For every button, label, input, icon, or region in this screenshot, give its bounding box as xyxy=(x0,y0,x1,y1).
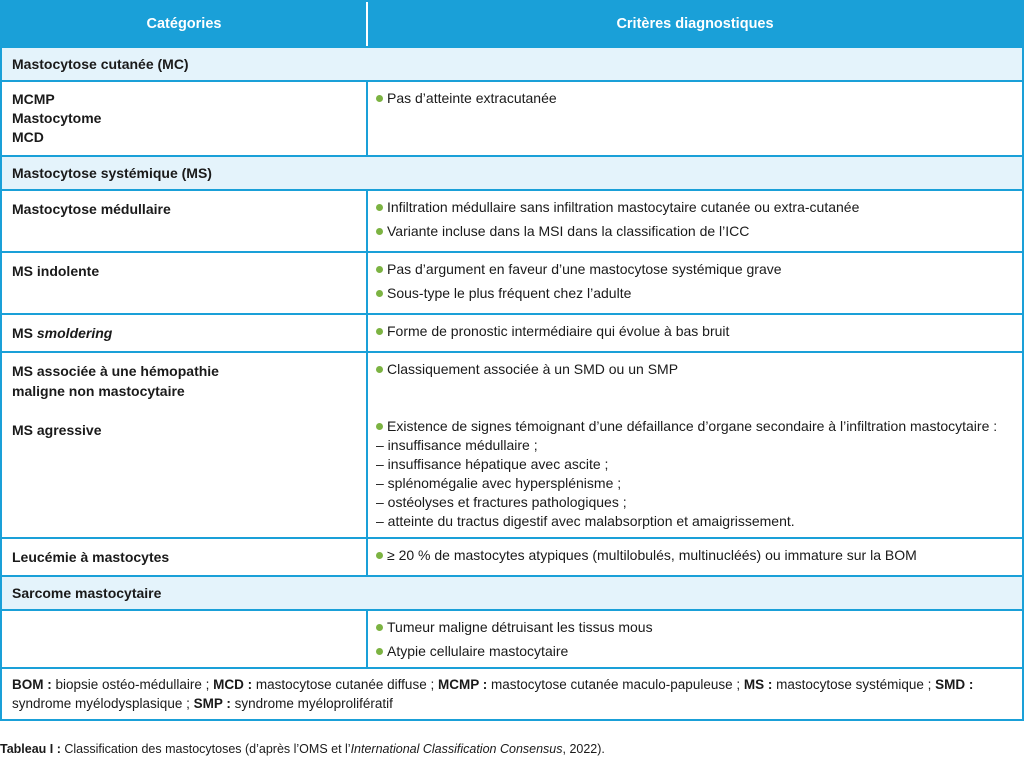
criterion-item: Variante incluse dans la MSI dans la classification de l’ICC xyxy=(376,221,1014,241)
category-mcd: MCD xyxy=(12,129,44,145)
bullet-icon xyxy=(376,552,383,559)
category-agressive: MS agressive xyxy=(12,422,102,438)
criterion-item: Forme de pronostic intermédiaire qui évolue à bas bruit xyxy=(376,321,1014,341)
bullet-icon xyxy=(376,266,383,273)
table-header xyxy=(2,2,1022,46)
subitem: – atteinte du tractus digestif avec malabsorption et amaigrissement. xyxy=(376,513,795,529)
header-categories: Catégories xyxy=(2,2,368,46)
bullet-icon xyxy=(376,328,383,335)
table-row xyxy=(2,351,1022,537)
subitem: – insuffisance hépatique avec ascite ; xyxy=(376,456,609,472)
bullet-icon xyxy=(376,423,383,430)
subitem: – ostéolyses et fractures pathologiques ; xyxy=(376,494,627,510)
bullet-icon xyxy=(376,290,383,297)
bullet-icon xyxy=(376,624,383,631)
bullet-icon xyxy=(376,366,383,373)
table-row xyxy=(2,80,1022,155)
section-mc: Mastocytose cutanée (MC) xyxy=(2,46,1022,80)
row-criteria xyxy=(368,315,1022,351)
criterion-item: Pas d’argument en faveur d’une mastocytose systémique grave xyxy=(376,259,1014,279)
row-criteria xyxy=(368,611,1022,667)
row-category xyxy=(2,353,368,537)
table-row xyxy=(2,251,1022,313)
criterion-item: Infiltration médullaire sans infiltration mastocytaire cutanée ou extra-cutanée xyxy=(376,197,1014,217)
bullet-icon xyxy=(376,648,383,655)
table-row xyxy=(2,537,1022,575)
criterion-item: Atypie cellulaire mastocytaire xyxy=(376,641,1014,661)
criterion-item: Tumeur maligne détruisant les tissus mous xyxy=(376,617,1014,637)
category-leucemie: Leucémie à mastocytes xyxy=(2,539,368,575)
row-criteria xyxy=(368,191,1022,251)
bullet-icon xyxy=(376,204,383,211)
bullet-icon xyxy=(376,228,383,235)
subitem: – splénomégalie avec hypersplénisme ; xyxy=(376,475,622,491)
row-criteria xyxy=(368,82,1022,155)
row-criteria xyxy=(368,253,1022,313)
table-caption: Tableau I : Classification des mastocytoses (d’après l’OMS et l’International Classification Consensus, 2022). xyxy=(0,742,605,756)
table-row xyxy=(2,609,1022,667)
section-ms: Mastocytose systémique (MS) xyxy=(2,155,1022,189)
category-smoldering: MS smoldering xyxy=(2,315,368,351)
category-mastocytome: Mastocytome xyxy=(12,110,102,126)
criterion-item: Sous-type le plus fréquent chez l’adulte xyxy=(376,283,1014,303)
bullet-icon xyxy=(376,95,383,102)
row-category-empty xyxy=(2,611,368,667)
category-medullaire: Mastocytose médullaire xyxy=(2,191,368,251)
criterion-item: Classiquement associée à un SMD ou un SMP xyxy=(376,359,1014,379)
criterion-item: ≥ 20 % de mastocytes atypiques (multilobulés, multinucléés) ou immature sur la BOM xyxy=(376,545,1014,565)
category-mcmp: MCMP xyxy=(12,91,55,107)
row-criteria xyxy=(368,539,1022,575)
row-category xyxy=(2,82,368,155)
table-row xyxy=(2,189,1022,251)
table-row xyxy=(2,313,1022,351)
header-criteria: Critères diagnostiques xyxy=(616,16,774,32)
criterion-item: Pas d’atteinte extracutanée xyxy=(376,88,1014,108)
subitem: – insuffisance médullaire ; xyxy=(376,437,538,453)
category-hemopathie: MS associée à une hémopathie maligne non mastocytaire xyxy=(12,363,219,399)
category-indolente: MS indolente xyxy=(2,253,368,313)
section-sarcome: Sarcome mastocytaire xyxy=(2,575,1022,609)
row-criteria xyxy=(368,353,1022,537)
table-footnote: BOM : biopsie ostéo-médullaire ; MCD : mastocytose cutanée diffuse ; MCMP : mastocytose cutanée maculo-papuleuse ; MS : mastocytose systémique ; SMD : syndrome myélodysplasique ; SMP : syndrome myéloprolifératif xyxy=(2,667,1022,719)
criterion-item: Existence de signes témoignant d’une défaillance d’organe secondaire à l’infiltration mastocytaire : xyxy=(376,417,1014,436)
